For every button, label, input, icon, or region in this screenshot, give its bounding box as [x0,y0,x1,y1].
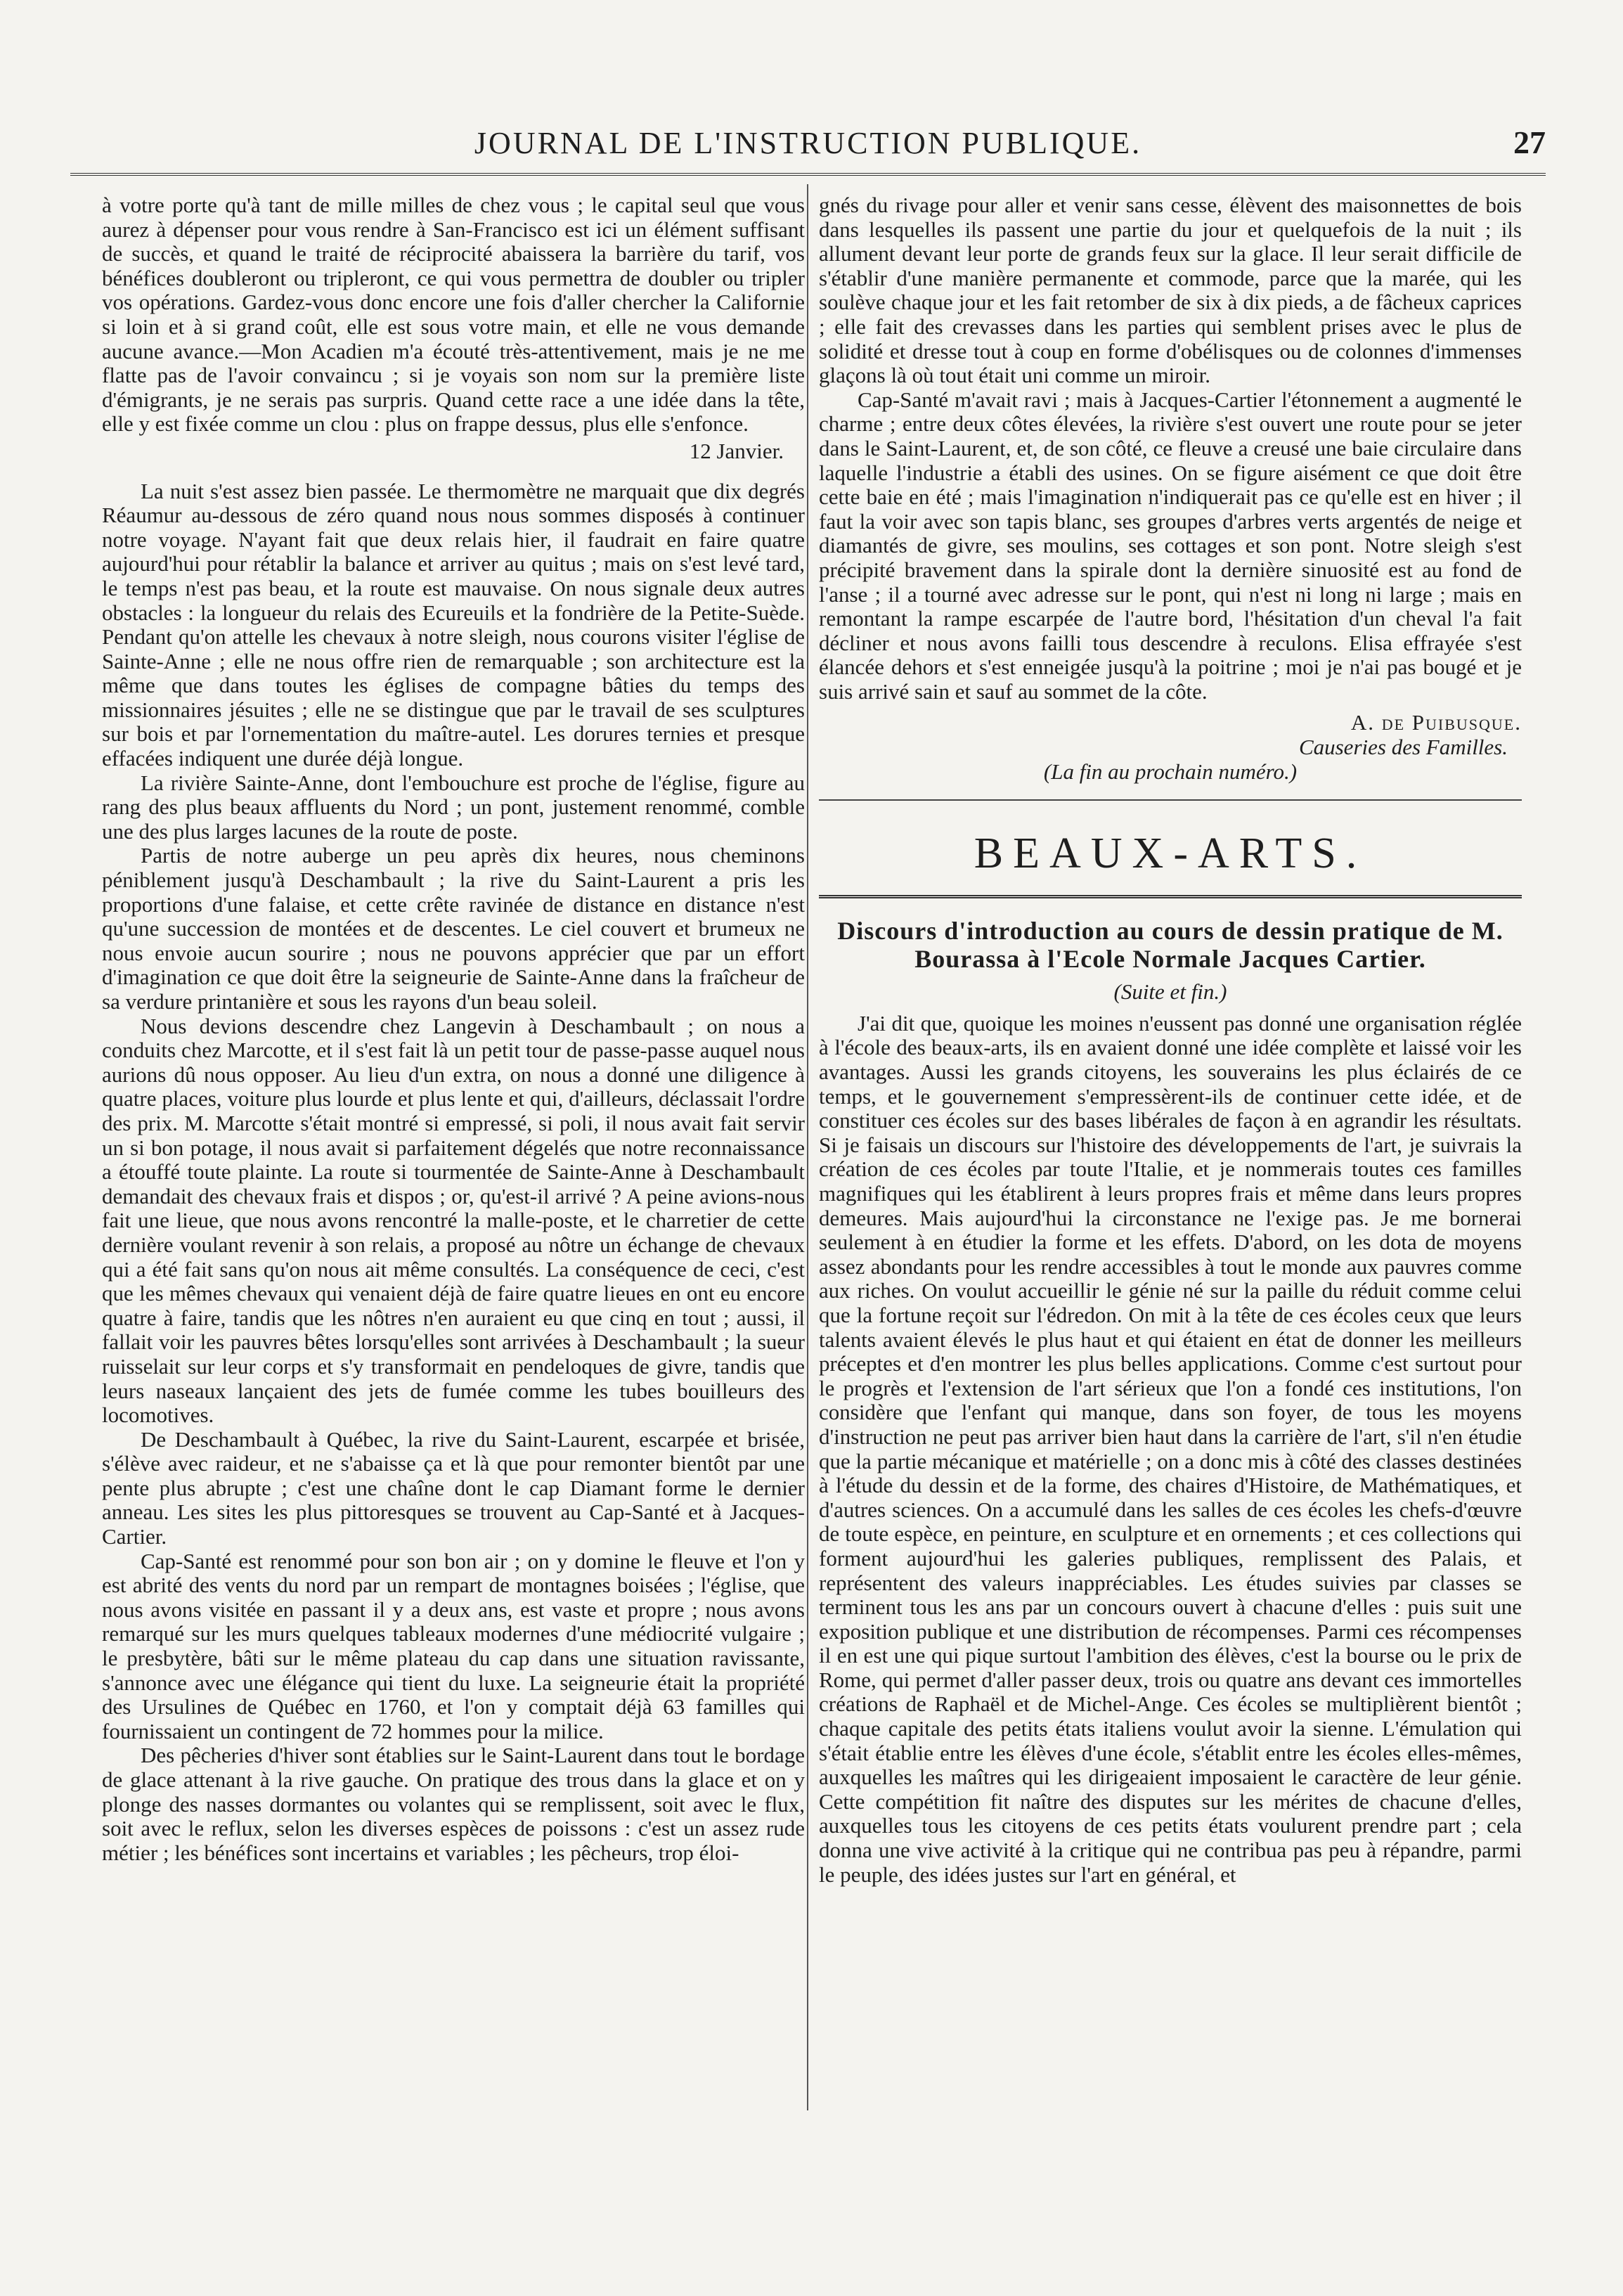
journal-title: JOURNAL DE L'INSTRUCTION PUBLIQUE. [474,126,1142,160]
left-paragraph-6: De Deschambault à Québec, la rive du Saint-Laurent, escarpée et brisée, s'élève avec raideur, et ne s'abaisse ça et là que pour remonter bientôt par une pente plus abrupte ; c'est une chaîne dont le cap Diamant forme le dernier anneau. Les sites les plus pittoresques se trouvent au Cap-Santé et à Jacques-Cartier. [102,1426,805,1549]
left-paragraph-3: La rivière Sainte-Anne, dont l'embouchure est proche de l'église, figure au rang des plus beaux affluents du Nord ; un pont, justement renommé, comble une des plus larges lacunes de la route de poste. [102,770,805,844]
left-paragraph-4: Partis de notre auberge un peu après dix heures, nous cheminons péniblement jusqu'à Deschambault ; la rive du Saint-Laurent a pris les proportions d'une falaise, et cette crête ravinée de distance en distance n'est qu'une succession de montées et de descentes. Le ciel couvert et brumeux ne nous envoie aucun sourire ; nous ne pouvons apprécier que par un effort d'imagination ce que doit être la seigneurie de Sainte-Anne dans la fraîcheur de sa verdure printanière et sous les rayons d'un beau soleil. [102,843,805,1014]
date-line: 12 Janvier. [689,438,784,463]
left-paragraph-5: Nous devions descendre chez Langevin à Deschambault ; on nous a conduits chez Marcotte, et il s'est fait là un petit tour de passe-passe auquel nous aurions dû nous opposer. Au lieu d'un extra, on nous a donné une diligence à quatre places, voiture plus lourde et plus lente et qui, d'ailleurs, déclassait l'ordre des prix. M. Marcotte s'était montré si empressé, si poli, il nous avait fait servir un si bon potage, il nous avait si parfaitement dégelés que notre reconnaissance a étouffé toute plainte. La route si tourmentée de Sainte-Anne à Deschambault demandait des chevaux frais et dispos ; or, qu'est-il arrivé ? A peine avions-nous fait une lieue, que nous avons rencontré la malle-poste, et le charretier de cette dernière voulant revenir à son relais, a proposé au nôtre un échange de chevaux qui a été fait sans qu'on nous ait même consultés. La conséquence de ceci, c'est que les mêmes chevaux qui venaient déjà de faire quatre lieues en ont eu encore quatre à faire, tandis que les nôtres n'en auraient eu que cinq en tout ; aussi, il fallait voir les pauvres bêtes lorsqu'elles sont arrivées à Deschambault ; la sueur ruisselait sur leur corps et s'y transformait en pendeloques de givre, tandis que leurs naseaux lançaient des jets de fumée comme les tubes bouilleurs des locomotives. [102,1013,805,1428]
header-rule [70,173,1546,176]
right-paragraph-3: J'ai dit que, quoique les moines n'eussent pas donné une organisation réglée à l'école des beaux-arts, ils en avaient donné une idée complète et laissé voir les avantages. Aussi les grands citoyens, les souverains les plus éclairés de ce temps, et le gouvernement s'empressèrent-ils de continuer cette idée, et de constituer ces écoles sur des bases libérales de façon à en agrandir les résultats. Si je faisais un discours sur l'histoire des développements de l'art, je suivrais la création de ces écoles par toute l'Italie, et je nommerais toutes ces familles magnifiques qui les établirent à leurs propres frais et même dans leurs propres demeures. Mais aujourd'hui la circonstance ne l'exige pas. Je me bornerai seulement à en étudier la forme et les effets. D'abord, on les dota de moyens assez abondants pour les rendre accessibles à tout le monde aux pauvres comme aux riches. On voulut accueillir le génie né sur la paille du réduit comme celui que la fortune reçoit sur l'édredon. On mit à la tête de ces écoles ceux que leurs talents avaient élevés le plus haut et qui étaient en état de donner les meilleurs préceptes et d'en montrer les plus belles applications. Comme c'est surtout pour le progrès et l'extension de l'art sérieux que l'on a fondé ces institutions, l'on considère que l'enfant qui manque, dans son foyer, de tous les moyens d'instruction ne peut pas arriver bien haut dans la carrière de l'art, s'il n'en étudie que la partie mécanique et matérielle ; on a donc mis à côté des classes destinées à l'étude du dessin et de la forme, des chaires d'Histoire, de Mathématiques, et d'autres sciences. On a accumulé dans les salles de ces écoles les chefs-d'œuvre de toute espèce, en peinture, en sculpture et en ornements ; et ces collections qui forment aujourd'hui les galeries publiques, remplissent des Palais, et représentent des valeurs inappréciables. Les études suivies par classes se terminent tous les ans par un concours ouvert à chacune d'elles : puis suit une exposition publique et une distribution de récompenses. Parmi ces récompenses il en est une qui pique surtout l'ambition des élèves, c'est la bourse ou le prix de Rome, qui permet d'aller passer deux, trois ou quatre ans devant ces immortelles créations de Raphaël et de Michel-Ange. Ces écoles se multiplièrent bientôt ; chaque capitale des petits états italiens voulut avoir la sienne. L'émulation qui s'était établie entre les élèves d'une école, s'établit entre les écoles elles-mêmes, auxquelles les maîtres qui les dirigeaient imposaient le caractère de leur génie. Cette compétition fit naître des disputes sur les mérites de chacune d'elles, auxquelles tous les citoyens de ces petits états voulurent prendre part ; cela donna une vive activité à la critique qui ne contribua pas peu à répandre, parmi le peuple, des idées justes sur l'art en général, et [819,1010,1522,1887]
suite-note: (Suite et fin.) [1113,979,1227,1005]
left-column [102,193,805,1865]
right-column [819,193,1522,1887]
section-double-rule [819,895,1522,898]
continued-note: (La fin au prochain numéro.) [1043,759,1298,784]
author-signature [819,711,1522,735]
right-paragraph-2: Cap-Santé m'avait ravi ; mais à Jacques-Cartier l'étonnement a augmenté le charme ; entre deux côtes élevées, la rivière s'est ouvert une route pour se jeter dans le Saint-Laurent, et, de son côté, ce fleuve a creusé une baie circulaire dans laquelle l'industrie a établi des usines. On se figure aisément ce que doit être cette baie en été ; mais l'imagination n'indiquerait pas ce qu'elle est en hiver ; il faut la voir avec son tapis blanc, ses groupes d'arbres verts argentés de neige et diamantés de givre, ses moulins, ses cottages et son pont. Notre sleigh s'est précipité bravement dans la spirale dont la dernière sinuosité est au fond de l'anse ; il a tourné avec adresse sur le pont, qui n'est ni long ni large ; mais en remontant la rampe escarpée de l'autre bord, l'hésitation d'un cheval l'a fait décliner et nous avons failli tous descendre à reculons. Elisa effrayée s'est élancée dehors et s'est enneigée jusqu'à la poitrine ; moi je n'ai pas bougé et je suis arrivé sain et sauf au sommet de la côte. [819,387,1522,704]
page-number: 27 [1513,124,1546,160]
right-paragraph-1: gnés du rivage pour aller et venir sans cesse, élèvent des maisonnettes de bois dans lesquelles ils passent une partie du jour et quelquefois de la nuit ; ils allument devant leur porte de grands feux sur la glace. Il leur serait difficile de s'établir d'une manière permanente et commode, parce que la marée, qui les soulève chaque jour et les fait retomber de six à dix pieds, a de fâcheux caprices ; elle fait des crevasses dans les parties qui semblent prises avec le plus de solidité et dresse tout à coup en forme d'obélisques ou de colonnes d'immenses glaçons là où tout était uni comme un miroir. [819,193,1522,388]
left-paragraph-7: Cap-Santé est renommé pour son bon air ; on y domine le fleuve et l'on y est abrité des vents du nord par un rempart de montagnes boisées ; l'église, que nous avons visitée en passant il y a deux ans, est vaste et propre ; nous avons remarqué sur les murs quelques tableaux modernes d'une médiocrité vulgaire ; le presbytère, bâti sur le même plateau du cap dans une situation ravissante, s'annonce avec une élégance qui tient du luxe. La seigneurie était la propriété des Ursulines de Québec en 1760, et l'on y comptait déjà 63 familles qui fournissaient un contingent de 72 hommes pour la milice. [102,1548,805,1743]
author-name: A. de Puibusque. [1350,710,1522,735]
section-title: BEAUX-ARTS. [974,830,1367,878]
column-divider [807,184,808,2110]
left-paragraph-2: La nuit s'est assez bien passée. Le thermomètre ne marquait que dix degrés Réaumur au-dessous de zéro quand nous nous sommes disposés à continuer notre voyage. N'ayant fait que deux relais hier, il faudrait en faire quatre aujourd'hui pour rétablir la balance et arriver au quitus ; mais on s'est levé tard, le temps n'est pas beau, et la route est mauvaise. On nous signale deux autres obstacles : la longueur du relais des Ecureuils et la fondrière de la Petite-Suède. Pendant qu'on attelle les chevaux à notre sleigh, nous courons visiter l'église de Sainte-Anne ; elle ne nous offre rien de remarquable ; son architecture est la même que dans toutes les églises de compagne bâties du temps des missionnaires jésuites ; elle ne se distingue que par le travail de ses sculptures sur bois et par l'ornementation du maître-autel. Les dorures ternies et presque effacées indiquent une durée déjà longue. [102,478,805,771]
article-title: Discours d'introduction au cours de dessin pratique de M. Bourassa à l'Ecole Normale Jacques Cartier. [837,917,1504,974]
section-rule [819,799,1522,801]
left-paragraph-1: à votre porte qu'à tant de mille milles de chez vous ; le capital seul que vous aurez à dépenser pour vous rendre à San-Francisco est ici un élément suffisant de succès, et quand le traité de réciprocité abaissera la barrière du tarif, vos bénéfices doubleront ou tripleront, ce qui vous permettra de doubler ou tripler vos opérations. Gardez-vous donc encore une fois d'aller chercher la Californie si loin et à si grand coût, elle est sous votre main, et elle ne vous demande aucune avance.—Mon Acadien m'a écouté très-attentivement, mais je ne me flatte pas de l'avoir convaincu ; si je voyais son nom sur la première liste d'émigrants, je ne serais pas surpris. Quand cette race a une idée dans la tête, elle y est fixée comme un clou : plus on frappe dessus, plus elle s'enfonce. [102,193,805,437]
running-head [70,120,1546,176]
left-paragraph-8: Des pêcheries d'hiver sont établies sur le Saint-Laurent dans tout le bordage de glace attenant à la rive gauche. On pratique des trous dans la glace et on y plonge des nasses dormantes ou volantes qui se remplissent, soit avec le flux, soit avec le reflux, selon les diverses espèces de poissons : c'est un assez rude métier ; les bénéfices sont incertains et variables ; les pêcheurs, trop éloi- [102,1743,805,1865]
source-title: Causeries des Familles. [1298,735,1508,760]
